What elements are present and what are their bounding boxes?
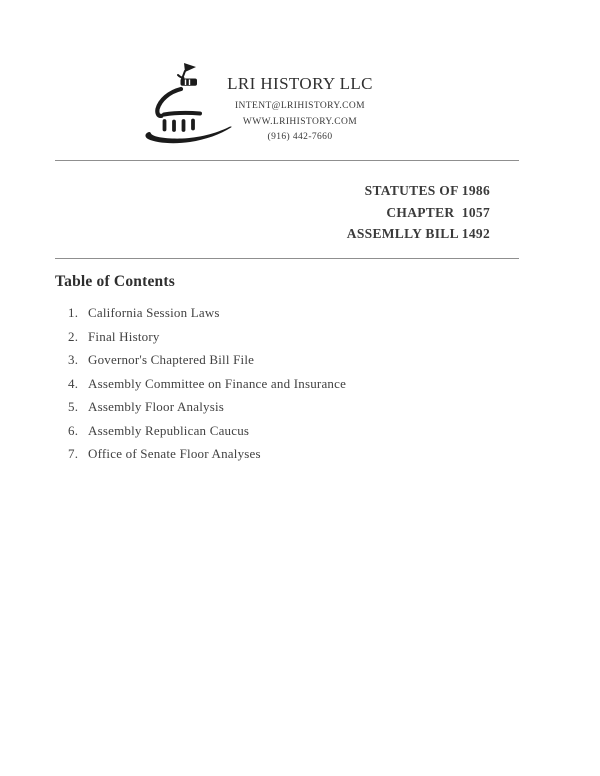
toc-item-number: 4. [68,375,79,391]
bill-reference [0,180,490,245]
toc-item [68,325,346,349]
toc-item [68,301,346,325]
chapter-line: CHAPTER 1057 [386,204,490,220]
assembly-bill-line: ASSEMLLY BILL 1492 [346,226,490,241]
divider-bottom [55,258,519,259]
email-address: INTENT@LRIHISTORY.COM [234,101,365,111]
toc-item-label: Office of Senate Floor Analyses [88,446,261,461]
capitol-dome-logo-icon [138,58,238,148]
statutes-line: STATUTES OF 1986 [364,183,490,198]
toc-item [68,372,346,396]
toc-item-number: 2. [68,328,79,344]
toc-item-number: 5. [68,399,79,414]
toc-item-label: Assembly Republican Caucus [88,422,250,438]
toc-item-label: Assembly Floor Analysis [88,399,225,414]
divider-top [55,160,519,161]
toc-item-label: California Session Laws [88,305,220,320]
toc-item-label: Governor's Chaptered Bill File [88,352,255,367]
toc-item-number: 7. [68,446,79,461]
toc-item [68,395,346,419]
company-name: LRI HISTORY LLC [227,74,373,93]
toc-item [68,348,346,372]
website-url: WWW.LRIHISTORY.COM [242,116,358,127]
letterhead [224,75,376,146]
toc-heading: Table of Contents [55,273,175,290]
toc-list [68,301,346,466]
toc-item-number: 3. [68,352,79,367]
toc-item-label: Final History [88,328,160,344]
toc-item-label: Assembly Committee on Finance and Insurance [88,375,347,391]
phone-number: (916) 442-7660 [267,132,333,142]
toc-item [68,442,346,466]
toc-item [68,419,346,443]
toc-item-number: 6. [68,422,79,438]
toc-item-number: 1. [68,305,79,320]
